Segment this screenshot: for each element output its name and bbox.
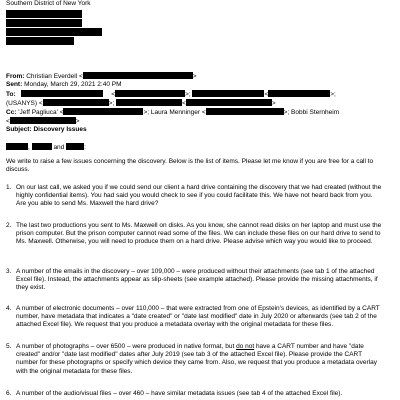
to-label: To: [6,91,16,98]
email-to-row: To: < >; < >; [6,91,336,98]
redaction-block [32,143,52,150]
redaction-block [10,117,76,124]
item-number: 2. [6,222,12,229]
redaction-block [6,19,82,27]
subject-value: Discovery Issues [33,126,87,133]
redaction-block [186,99,272,106]
salutation-connector: and [53,144,65,151]
item-text: On our last call, we asked you if we could send our client a hard drive containing the discovery that we had created (without the highly confidential items). You had said you would check to see if you could facilitate this. We have not heard back from you. Are you able to send Ms. Maxwell the hard drive? [16,184,382,208]
item-text: The last two productions you sent to Ms. Maxwell on disks. As you know, she cannot read disks on her laptop and must use the prison computer. But the prison computer cannot read some of the files. We can include these files on our hard drive to send to Ms. Maxwell. Otherwise, you will need to produce them on a hard drive. Please advise which way you would like to proceed. [16,222,382,246]
cc-value-2: >; Laura Menninger < [143,109,206,116]
court-line: Southern District of New York [6,0,91,7]
salutation: , and : [6,143,86,152]
redaction-block [6,28,102,36]
redaction-block [268,90,330,97]
subject-label: Subject: [6,126,32,133]
from-value: Christian Everdell < [26,73,83,80]
to-separator: >; [185,91,191,98]
item-text: A number of the audio/visual files – over 460 – have similar metadata issues (see tab 4 of the attached Excel file). [16,390,343,397]
redaction-block [43,99,109,106]
item-text [16,343,384,376]
redaction-block [83,72,193,79]
email-cc-row [6,108,339,117]
email-sent-row [6,81,122,89]
email-from-row [6,72,197,81]
item-number: 3. [6,268,12,275]
redaction-block [115,90,185,97]
from-label: From: [6,73,25,80]
item-text: A number of electronic documents – over 110,000 – that were extracted from one of Epstein's devices, as identified by a CART number, have metadata that indicates a "date created" or "date last modified" date in July 2020 or afterwards (see tab 2 of the attached Excel file). We request that you produce a metadata overlay with the original metadata for these files. [16,305,380,329]
email-cc-row-2: < > [6,118,80,125]
email-to-row-2: (USANYS) < >; < > [6,100,276,107]
redaction-block [6,10,82,18]
redaction-block [206,108,284,115]
salutation-end: : [84,144,86,151]
redaction-block [21,90,103,97]
redaction-block [63,108,143,115]
intro-paragraph: We write to raise a few issues concerning the discovery. Below is the list of items. Please let me know if you are free for a call to discuss. [6,158,374,174]
item-number: 4. [6,305,12,312]
redaction-block [116,99,182,106]
item-text: A number of the emails in the discovery – over 109,000 – were produced without their attachments (see tab 1 of the attached Excel file). Instead, the attachments appear as slip-sheets (see example attached). Please provide the missing attachments, if they exist. [16,268,378,292]
item-text-underline: do not [236,343,255,350]
item-number: 1. [6,184,12,191]
sent-value: Monday, March 29, 2021 2:40 PM [24,81,122,88]
redaction-block [66,143,84,150]
cc-label: Cc: [6,109,17,116]
item-number: 6. [6,390,12,397]
redaction-block [6,143,28,150]
redaction-block [6,37,74,45]
from-close: > [192,73,197,80]
sent-label: Sent: [6,81,23,88]
item-text-part: A number of photographs – over 6500 – were produced in native format, but [16,343,237,350]
item-number: 5. [6,343,12,350]
cc-value-1: 'Jeff Pagliuca' < [18,109,64,116]
cc-value-3: >; Bobbi Sternheim [283,109,340,116]
email-subject-row [6,126,87,134]
to-row2-prefix: (USANYS) [6,100,38,107]
redaction-block [192,90,264,97]
item-text-part: have a CART number and have "date created" and/or "date last modified" dates after July 2019 (see tab 3 of the attached Excel file). Please provide the CART number for these photographs or specify which device they came from. Also, we request that you produce a metadata overlay with the original metadata for these files. [16,343,377,375]
